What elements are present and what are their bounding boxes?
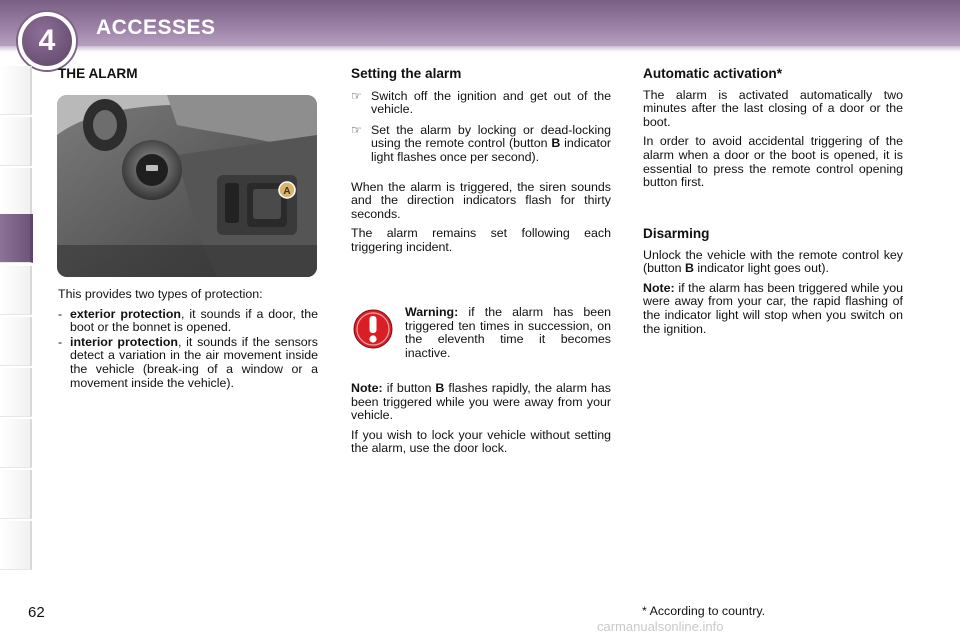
chapter-tab-1[interactable] <box>0 66 32 115</box>
section-heading-disarming: Disarming <box>643 226 710 241</box>
protection-list <box>58 308 318 391</box>
list-item: - interior protection, it sounds if the sensors detect a variation in the air movement inside the vehicle (break-ing of a window or a movement inside the vehicle). <box>58 336 318 390</box>
chapter-tabs <box>0 66 34 576</box>
setting-steps <box>351 90 611 165</box>
chapter-tab-4-active[interactable] <box>0 214 33 263</box>
section-heading-automatic-activation: Automatic activation* <box>643 66 782 81</box>
auto-activation-text: The alarm is activated automatically two minutes after the last closing of a door or the boot. <box>643 87 903 129</box>
header-shadow <box>0 46 960 52</box>
watermark: carmanualsonline.info <box>597 619 724 634</box>
avoid-trigger-text: In order to avoid accidental triggering of the alarm when a door or the boot is opened, it is essential to press the remote control opening button first. <box>643 134 903 190</box>
note-text: Note: if button B flashes rapidly, the alarm has been triggered while you were away from your vehicle. <box>351 381 611 423</box>
chapter-tab-9[interactable] <box>0 470 32 519</box>
footnote: * According to country. <box>642 604 766 618</box>
list-item: ☞ Set the alarm by locking or dead-locking using the remote control (button B indicator light flashes once per second). <box>351 124 611 165</box>
disarm-note: Note: if the alarm has been triggered while you were away from your car, the rapid flashing of the indicator light will stop when you switch on the ignition. <box>643 280 903 336</box>
section-heading-the-alarm: THE ALARM <box>58 66 138 81</box>
photo-callout-a: A <box>283 186 291 197</box>
list-item: - exterior protection, it sounds if a door, the boot or the bonnet is opened. <box>58 308 318 335</box>
chapter-tab-10[interactable] <box>0 521 32 570</box>
section-heading-setting-alarm: Setting the alarm <box>351 66 462 81</box>
column-1 <box>58 67 318 81</box>
chapter-title: ACCESSES <box>96 16 216 39</box>
warning-icon <box>352 308 394 355</box>
intro-text: This provides two types of protection: <box>58 287 263 301</box>
term: interior protection <box>70 334 178 349</box>
chapter-tab-6[interactable] <box>0 317 32 366</box>
chapter-tab-2[interactable] <box>0 117 32 166</box>
page-number: 62 <box>28 604 45 621</box>
chapter-tab-3[interactable] <box>0 168 32 217</box>
chapter-tab-8[interactable] <box>0 419 32 468</box>
chapter-tab-5[interactable] <box>0 266 32 315</box>
term: exterior protection <box>70 306 181 321</box>
remains-set-text: The alarm remains set following each triggering incident. <box>351 226 611 254</box>
column-1-text <box>58 288 318 391</box>
chapter-number: 4 <box>38 24 56 57</box>
column-3 <box>643 67 903 196</box>
column-2 <box>351 67 611 261</box>
chapter-badge <box>18 12 76 70</box>
list-item: ☞ Switch off the ignition and get out of the vehicle. <box>351 90 611 117</box>
column-3-disarming <box>643 227 903 342</box>
warning-box <box>405 306 611 366</box>
warning-text: Warning: if the alarm has been triggered ten times in succession, on the eleventh time it becomes inactive. <box>405 305 611 360</box>
chapter-tab-7[interactable] <box>0 368 32 417</box>
door-lock-text: If you wish to lock your vehicle without setting the alarm, use the door lock. <box>351 427 611 456</box>
trigger-text: When the alarm is triggered, the siren sounds and the direction indicators flash for thirty seconds. <box>351 179 611 221</box>
ignition-switch-photo <box>57 95 317 277</box>
column-2-notes <box>351 382 611 462</box>
disarm-text: Unlock the vehicle with the remote control key (button B indicator light goes out). <box>643 247 903 276</box>
